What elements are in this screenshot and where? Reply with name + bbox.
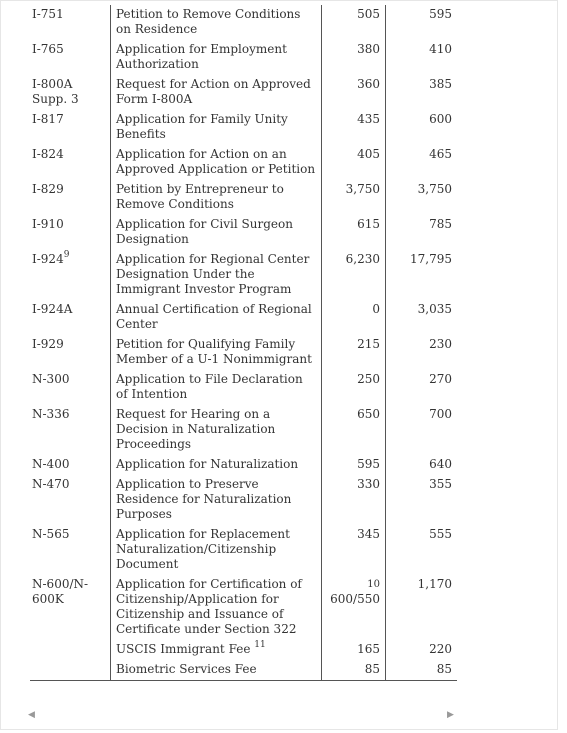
table-row [30, 5, 457, 40]
form-number: I-817 [32, 112, 64, 126]
form-number: I-924A [32, 302, 73, 316]
current-fee: 165 [322, 640, 386, 660]
form-description: Request for Hearing on a Decision in Naturalization Proceedings [111, 405, 322, 455]
new-fee: 355 [429, 477, 452, 491]
new-fee: 270 [429, 372, 452, 386]
form-number: N-336 [32, 407, 70, 421]
table-row [30, 475, 457, 525]
form-description [111, 640, 322, 660]
form-description: Petition for Qualifying Family Member of a U-1 Nonimmigrant [111, 335, 322, 370]
current-fee: 215 [322, 335, 386, 370]
form-description: Biometric Services Fee [111, 660, 322, 681]
new-fee: 1,170 [417, 577, 452, 591]
form-description: Annual Certification of Regional Center [111, 300, 322, 335]
table-row [30, 640, 457, 660]
form-description: Request for Action on Approved Form I-800A [111, 75, 322, 110]
current-fee: 380 [322, 40, 386, 75]
new-fee: 555 [429, 527, 452, 541]
table-row [30, 75, 457, 110]
form-number: $I-924^9$ [32, 250, 70, 266]
form-number: I-829 [32, 182, 64, 196]
footnote-marker: 9 [63, 250, 70, 260]
current-fee: 650 [322, 405, 386, 455]
table-row [30, 370, 457, 405]
table-row [30, 215, 457, 250]
table-row [30, 335, 457, 370]
current-fee: 505 [322, 5, 386, 40]
form-description: Application for Employment Authorization [111, 40, 322, 75]
new-fee: 3,035 [417, 302, 452, 316]
form-description: Application for Family Unity Benefits [111, 110, 322, 145]
scroll-left-icon[interactable]: ◀ [28, 710, 35, 720]
new-fee: 220 [429, 642, 452, 656]
current-fee: 3,750 [322, 180, 386, 215]
new-fee: 385 [429, 77, 452, 91]
form-number: N-400 [32, 457, 70, 471]
footnote-marker: 10 [367, 579, 380, 590]
new-fee: 640 [429, 457, 452, 471]
form-number [30, 640, 111, 660]
form-description: Application for Action on an Approved Application or Petition [111, 145, 322, 180]
form-description: Application for Regional Center Designation Under the Immigrant Investor Program [111, 250, 322, 300]
current-fee: 0 [322, 300, 386, 335]
new-fee: 465 [429, 147, 452, 161]
table-row [30, 660, 457, 681]
form-number: N-470 [32, 477, 70, 491]
current-fee: 360 [322, 75, 386, 110]
new-fee: 17,795 [410, 252, 452, 266]
form-number: I-910 [32, 217, 64, 231]
form-description: Application for Certification of Citizenship/Application for Citizenship and Issuance of Certificate under Section 322 [111, 575, 322, 640]
current-fee [322, 575, 386, 640]
table-row [30, 145, 457, 180]
table-row [30, 300, 457, 335]
current-fee-value: 600/550 [330, 592, 380, 606]
current-fee: 405 [322, 145, 386, 180]
new-fee: 595 [429, 7, 452, 21]
current-fee: 435 [322, 110, 386, 145]
form-number: I-824 [32, 147, 64, 161]
table-row [30, 405, 457, 455]
table-row [30, 525, 457, 575]
form-description: Application to Preserve Residence for Naturalization Purposes [111, 475, 322, 525]
form-description: Application for Civil Surgeon Designation [111, 215, 322, 250]
footnote-marker: 11 [254, 640, 266, 650]
new-fee: 700 [429, 407, 452, 421]
new-fee: 3,750 [417, 182, 452, 196]
current-fee: 85 [322, 660, 386, 681]
current-fee: 595 [322, 455, 386, 475]
fee-table [30, 5, 457, 681]
form-number [30, 660, 111, 681]
scroll-right-icon[interactable]: ▶ [447, 710, 454, 720]
form-description: Application for Naturalization [111, 455, 322, 475]
form-number: I-765 [32, 42, 64, 56]
new-fee: 410 [429, 42, 452, 56]
new-fee: 230 [429, 337, 452, 351]
table-row [30, 180, 457, 215]
form-number: N-600/N-600K [32, 577, 89, 606]
table-row [30, 250, 457, 300]
form-description: Application to File Declaration of Intention [111, 370, 322, 405]
new-fee: 785 [429, 217, 452, 231]
new-fee: 85 [386, 660, 458, 681]
table-row [30, 110, 457, 145]
fee-table-body [30, 5, 457, 681]
current-fee: 615 [322, 215, 386, 250]
table-row [30, 40, 457, 75]
current-fee: 345 [322, 525, 386, 575]
form-description: Petition to Remove Conditions on Residence [111, 5, 322, 40]
form-number: I-751 [32, 7, 64, 21]
form-description: Application for Replacement Naturalization/Citizenship Document [111, 525, 322, 575]
form-number: I-929 [32, 337, 64, 351]
current-fee: 6,230 [322, 250, 386, 300]
table-row [30, 455, 457, 475]
form-number: I-800A Supp. 3 [32, 77, 79, 106]
form-description: Petition by Entrepreneur to Remove Conditions [111, 180, 322, 215]
new-fee: 600 [429, 112, 452, 126]
table-row [30, 575, 457, 640]
current-fee: 250 [322, 370, 386, 405]
form-number: N-565 [32, 527, 70, 541]
form-number: N-300 [32, 372, 70, 386]
current-fee: 330 [322, 475, 386, 525]
fee-name: USCIS Immigrant Fee [116, 642, 251, 656]
